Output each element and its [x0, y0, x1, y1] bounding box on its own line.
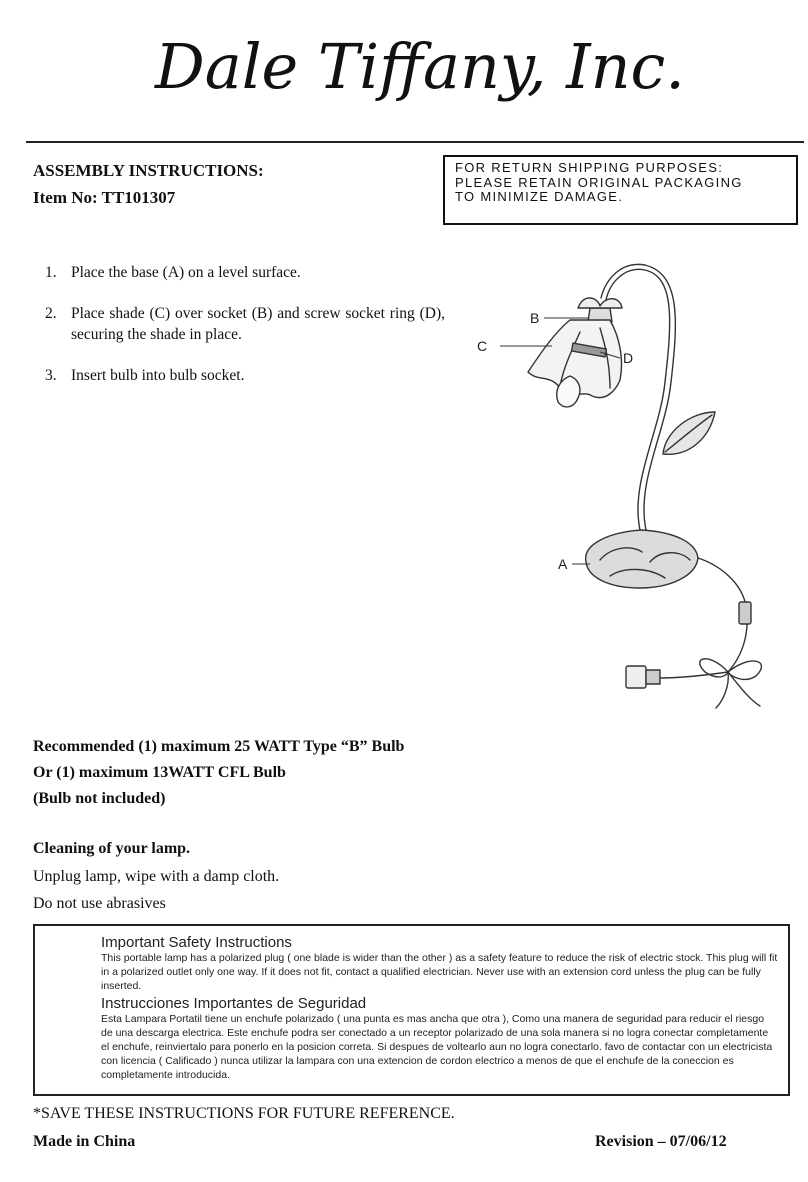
safety-heading-en: Important Safety Instructions — [101, 934, 292, 951]
safety-heading-es: Instrucciones Importantes de Seguridad — [101, 995, 367, 1012]
step-number: 3. — [45, 367, 57, 384]
step-number: 2. — [45, 305, 57, 322]
item-number: Item No: TT101307 — [33, 188, 176, 207]
cord-switch — [739, 602, 751, 624]
safety-instructions — [33, 924, 790, 1096]
assembly-steps — [33, 262, 445, 406]
step-item — [33, 262, 445, 283]
safety-text-en: This portable lamp has a polarized plug ( one blade is wider than the other ) as a safety feature to reduce the risk of electric stock. This plug will fit in a polarized outlet only one way. If it does not fit, contact a qualified electrician. Never use with an extension cord unless the plug can be fully inserted. — [101, 952, 778, 992]
shipping-notice-line: TO MINIMIZE DAMAGE. — [455, 189, 624, 204]
save-note: *SAVE THESE INSTRUCTIONS FOR FUTURE REFERENCE. — [33, 1105, 455, 1122]
assembly-title: ASSEMBLY INSTRUCTIONS: — [33, 161, 264, 180]
bulb-line-3: (Bulb not included) — [33, 790, 166, 807]
shipping-notice-line: FOR RETURN SHIPPING PURPOSES: — [455, 160, 724, 175]
step-number: 1. — [45, 264, 57, 281]
brand-logo-text: Dale Tiffany, Inc. — [155, 30, 685, 103]
bulb-line-1: Recommended (1) maximum 25 WATT Type “B” Bulb — [33, 738, 405, 755]
step-text: Place the base (A) on a level surface. — [71, 264, 301, 281]
safety-text-es: Esta Lampara Portatil tiene un enchufe polarizado ( una punta es mas ancha que otra ), Como una manera de seguridad para reducir el riesgo de una descarga electrica. Este enchufe podra ser conectado a un receptor polarizado de una sola manera si no logra conectar completamente el enchufe, reinviertalo para ponerlo en la posicion correta. Si despues de voltearlo aun no logra conectarlo. favo de contactar con un electricista con licencia ( Calificado ) nunca utilizar la lampara con una extencion de cordon electrico a menos de que el enchufe de la coneccion es completamente introducida. — [101, 1013, 773, 1081]
label-a: A — [558, 556, 568, 572]
shipping-notice-line: PLEASE RETAIN ORIGINAL PACKAGING — [455, 174, 743, 190]
bulb-recommendation — [33, 734, 404, 812]
cleaning-line-1: Unplug lamp, wipe with a damp cloth. — [33, 868, 280, 885]
shipping-notice — [443, 155, 798, 225]
cleaning-line-2: Do not use abrasives — [33, 895, 166, 912]
label-d: D — [623, 350, 634, 366]
header-divider — [26, 141, 804, 143]
step-text: Insert bulb into bulb socket. — [71, 367, 245, 384]
revision-date: Revision – 07/06/12 — [595, 1133, 727, 1150]
brand-logo — [155, 22, 685, 110]
made-in: Made in China — [33, 1133, 136, 1150]
lamp-diagram — [460, 262, 780, 710]
step-item — [33, 365, 445, 386]
cleaning-heading: Cleaning of your lamp. — [33, 840, 191, 857]
label-b: B — [530, 310, 540, 326]
step-text: Place shade (C) over socket (B) and screw socket ring (D), securing the shade in place. — [71, 305, 445, 343]
lamp-plug — [626, 666, 646, 688]
label-c: C — [477, 338, 488, 354]
step-item — [33, 303, 445, 345]
bulb-line-2: Or (1) maximum 13WATT CFL Bulb — [33, 764, 286, 781]
lamp-base — [586, 530, 698, 588]
